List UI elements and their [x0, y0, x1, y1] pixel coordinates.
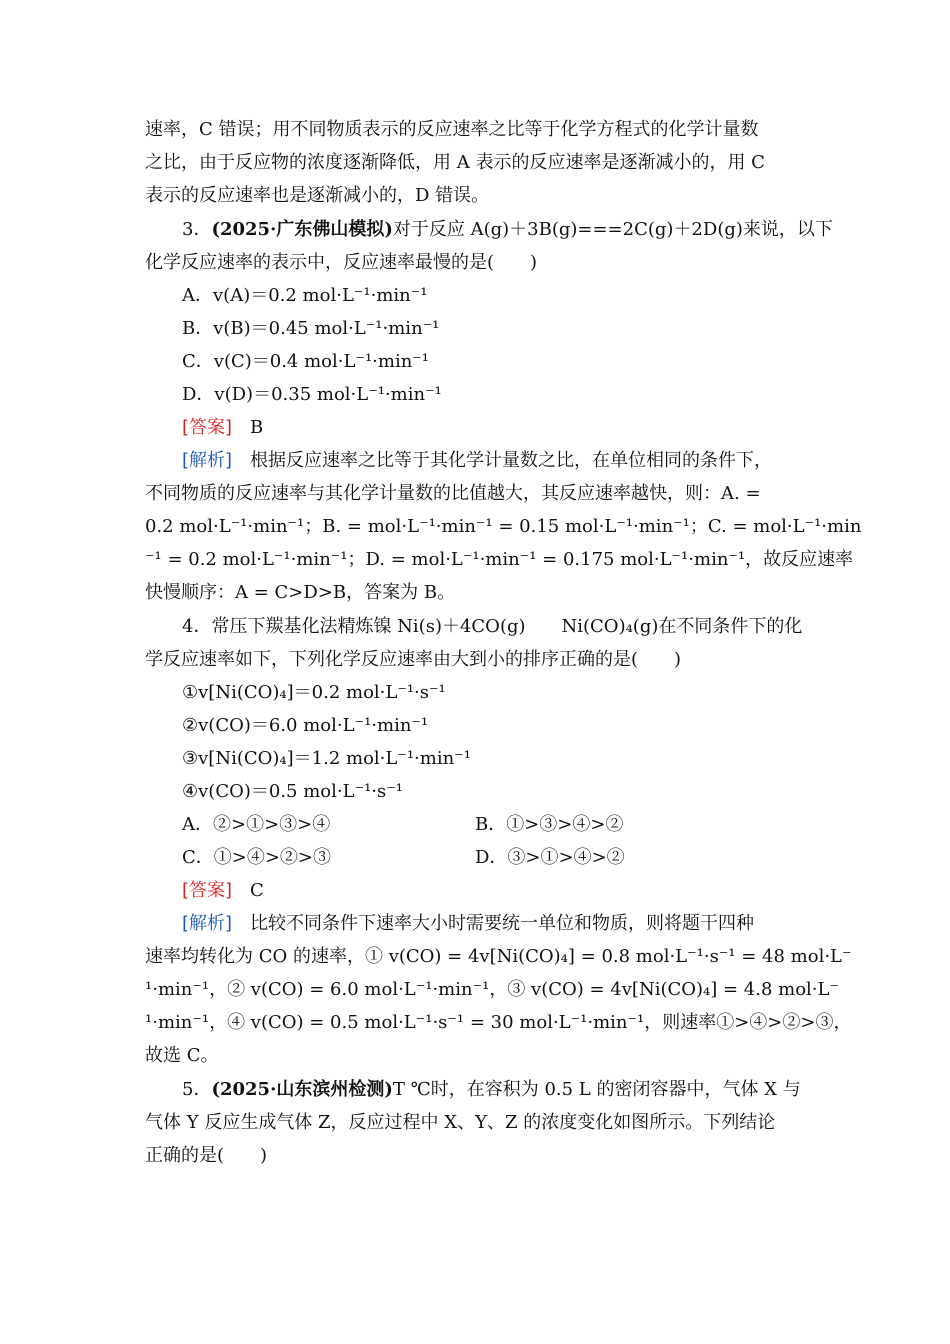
option-c: C．①>④>②>③ — [182, 847, 332, 868]
question-5-stem-cont: 气体 Y 反应生成气体 Z，反应过程中 X、Y、Z 的浓度变化如图所示。下列结论 — [145, 1112, 776, 1133]
question-5-stem-cont: 正确的是( ) — [145, 1145, 268, 1166]
text-line: 表示的反应速率也是逐渐减小的，D 错误。 — [145, 185, 490, 206]
rate-item: ①v[Ni(CO)₄]＝0.2 mol·L⁻¹·s⁻¹ — [182, 682, 446, 703]
option-b: B．①>③>④>② — [475, 814, 624, 835]
question-number: 5． — [182, 1079, 212, 1100]
option-c: C．v(C)＝0.4 mol·L⁻¹·min⁻¹ — [182, 351, 430, 372]
analysis-text: 比较不同条件下速率大小时需要统一单位和物质，则将题干四种 — [250, 913, 755, 934]
rate-item: ③v[Ni(CO)₄]＝1.2 mol·L⁻¹·min⁻¹ — [182, 748, 471, 769]
text-line: 之比，由于反应物的浓度逐渐降低，用 A 表示的反应速率是逐渐减小的，用 C — [145, 152, 765, 173]
question-3-stem — [182, 218, 833, 242]
question-text: T ℃时，在容积为 0.5 L 的密闭容器中，气体 X 与 — [392, 1079, 801, 1100]
option-a: A．v(A)＝0.2 mol·L⁻¹·min⁻¹ — [182, 285, 428, 306]
answer-value: B — [250, 417, 264, 438]
analysis-line: 0.2 mol·L⁻¹·min⁻¹；B. = mol·L⁻¹·min⁻¹ = 0.15 mol·L⁻¹·min⁻¹；C. = mol·L⁻¹·min — [145, 516, 862, 537]
analysis-tag: [解析] — [182, 913, 233, 934]
analysis-line: 不同物质的反应速率与其化学计量数的比值越大，其反应速率越快，则：A. = — [145, 483, 761, 504]
question-text: 对于反应 A(g)＋3B(g)===2C(g)＋2D(g)来说，以下 — [392, 219, 833, 240]
answer-tag: [答案] — [182, 880, 233, 901]
analysis-line — [182, 912, 754, 936]
question-source: (2025·山东滨州检测) — [211, 1079, 393, 1100]
analysis-text: 根据反应速率之比等于其化学计量数之比，在单位相同的条件下， — [250, 450, 773, 471]
analysis-line — [182, 449, 772, 473]
answer-line — [182, 879, 264, 903]
question-4-stem-cont: 学反应速率如下，下列化学反应速率由大到小的排序正确的是( ) — [145, 649, 682, 670]
analysis-tag: [解析] — [182, 450, 233, 471]
answer-tag: [答案] — [182, 417, 233, 438]
analysis-line: 快慢顺序：A = C>D>B，答案为 B。 — [145, 582, 456, 603]
rate-item: ②v(CO)＝6.0 mol·L⁻¹·min⁻¹ — [182, 715, 429, 736]
option-a: A．②>①>③>④ — [182, 814, 331, 835]
option-d: D．③>①>④>② — [475, 847, 625, 868]
question-number: 3． — [182, 219, 212, 240]
question-3-stem-cont: 化学反应速率的表示中，反应速率最慢的是( ) — [145, 252, 538, 273]
rate-item: ④v(CO)＝0.5 mol·L⁻¹·s⁻¹ — [182, 781, 403, 802]
analysis-line: ¹·min⁻¹，② v(CO) = 6.0 mol·L⁻¹·min⁻¹，③ v(CO) = 4v[Ni(CO)₄] = 4.8 mol·L⁻ — [145, 979, 839, 1000]
analysis-line: 速率均转化为 CO 的速率，① v(CO) = 4v[Ni(CO)₄] = 0.8 mol·L⁻¹·s⁻¹ = 48 mol·L⁻ — [145, 946, 852, 967]
text-line: 速率，C 错误；用不同物质表示的反应速率之比等于化学方程式的化学计量数 — [145, 119, 759, 140]
option-d: D．v(D)＝0.35 mol·L⁻¹·min⁻¹ — [182, 384, 442, 405]
analysis-line: 故选 C。 — [145, 1045, 219, 1066]
answer-value: C — [250, 880, 264, 901]
option-b: B．v(B)＝0.45 mol·L⁻¹·min⁻¹ — [182, 318, 440, 339]
question-source: (2025·广东佛山模拟) — [211, 219, 393, 240]
analysis-line: ¹·min⁻¹，④ v(CO) = 0.5 mol·L⁻¹·s⁻¹ = 30 mol·L⁻¹·min⁻¹，则速率①>④>②>③， — [145, 1012, 852, 1033]
answer-line — [182, 416, 263, 440]
question-4-stem: 4．常压下羰基化法精炼镍 Ni(s)＋4CO(g) Ni(CO)₄(g)在不同条件下的化 — [182, 616, 803, 637]
analysis-line: ⁻¹ = 0.2 mol·L⁻¹·min⁻¹；D. = mol·L⁻¹·min⁻¹ = 0.175 mol·L⁻¹·min⁻¹，故反应速率 — [145, 549, 854, 570]
question-5-stem — [182, 1078, 801, 1102]
